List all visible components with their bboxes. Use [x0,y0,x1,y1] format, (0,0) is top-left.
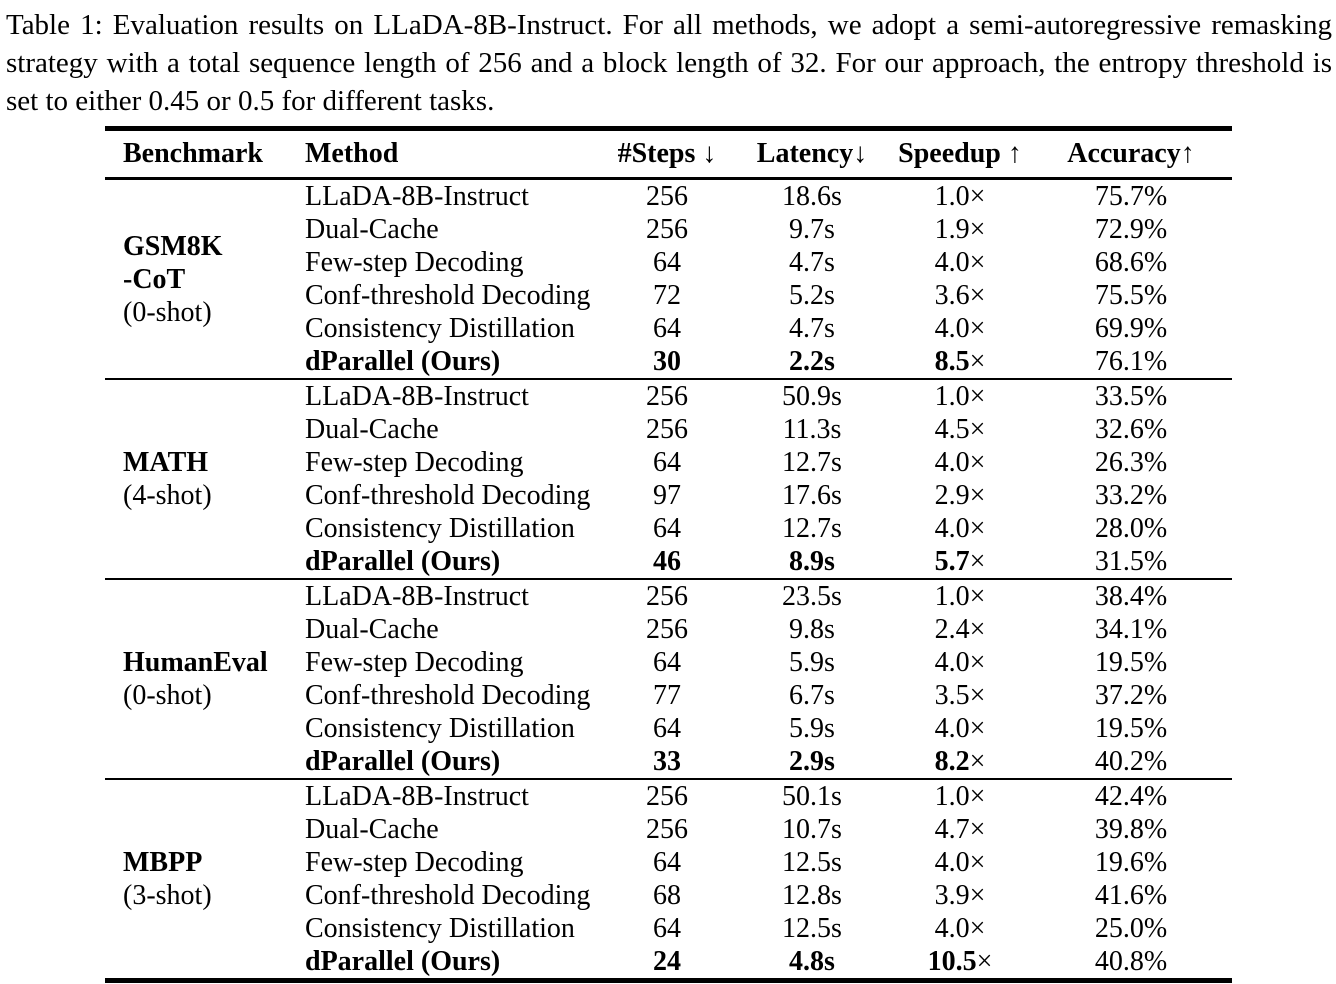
accuracy-cell: 28.0% [1094,512,1168,544]
times-symbol: × [969,912,986,944]
table-row [105,379,1232,413]
accuracy-cell: 26.3% [1094,446,1168,478]
header-method: Method [290,129,600,179]
steps-cell: 256 [646,213,688,245]
steps-cell: 72 [653,279,681,311]
benchmark-group-math [105,379,1232,579]
speedup-value: 4.0 [934,512,970,544]
steps-cell: 256 [646,580,688,612]
speedup-value: 4.7 [934,813,970,845]
times-symbol: × [969,646,986,678]
speedup-cell [890,512,1030,545]
method-cell: Dual-Cache [305,413,439,445]
speedup-value: 4.0 [934,246,970,278]
benchmark-cell [105,179,290,380]
speedup-cell [890,413,1030,446]
latency-cell: 2.9s [789,745,835,777]
method-cell: Conf-threshold Decoding [305,679,591,711]
method-cell: LLaDA-8B-Instruct [305,180,529,212]
speedup-cell [890,312,1030,345]
times-symbol: × [969,613,986,645]
method-cell: LLaDA-8B-Instruct [305,780,529,812]
latency-cell: 4.7s [789,246,835,278]
accuracy-cell: 72.9% [1094,213,1168,245]
speedup-value: 1.9 [934,213,970,245]
latency-cell: 8.9s [789,545,835,577]
speedup-cell [890,879,1030,912]
times-symbol: × [969,679,986,711]
latency-cell: 17.6s [782,479,842,511]
accuracy-cell: 33.2% [1094,479,1168,511]
latency-cell: 4.7s [789,312,835,344]
header-accuracy: Accuracy↑ [1030,129,1232,179]
latency-cell: 50.9s [782,380,842,412]
times-symbol: × [969,545,986,577]
benchmark-name: MATH [123,447,209,478]
speedup-cell [890,846,1030,879]
speedup-cell [890,345,1030,379]
times-symbol: × [969,312,986,344]
speedup-value: 1.0 [934,580,970,612]
latency-cell: 2.2s [789,345,835,377]
speedup-cell [890,646,1030,679]
method-cell: Dual-Cache [305,813,439,845]
steps-cell: 97 [653,479,681,511]
latency-cell: 9.7s [789,213,835,245]
steps-cell: 77 [653,679,681,711]
steps-cell: 30 [653,345,681,377]
steps-cell: 256 [646,380,688,412]
accuracy-cell: 75.7% [1094,180,1168,212]
speedup-value: 1.0 [934,180,970,212]
accuracy-cell: 40.2% [1094,745,1168,777]
accuracy-cell: 25.0% [1094,912,1168,944]
accuracy-cell: 40.8% [1094,945,1168,977]
times-symbol: × [969,180,986,212]
speedup-cell [890,545,1030,579]
times-symbol: × [969,213,986,245]
speedup-value: 3.6 [934,279,970,311]
steps-cell: 46 [653,545,681,577]
header-speedup: Speedup ↑ [890,129,1030,179]
steps-cell: 256 [646,180,688,212]
method-cell: LLaDA-8B-Instruct [305,380,529,412]
method-cell: Conf-threshold Decoding [305,479,591,511]
benchmark-shots: (3-shot) [123,880,212,911]
steps-cell: 64 [653,312,681,344]
times-symbol: × [969,846,986,878]
speedup-value: 3.5 [934,679,970,711]
speedup-cell [890,179,1030,214]
steps-cell: 24 [653,945,681,977]
speedup-cell [890,745,1030,779]
benchmark-name: HumanEval [123,647,268,678]
steps-cell: 68 [653,879,681,911]
times-symbol: × [969,712,986,744]
latency-cell: 12.7s [782,512,842,544]
steps-cell: 64 [653,712,681,744]
accuracy-cell: 76.1% [1094,345,1168,377]
evaluation-results-table [105,126,1232,983]
speedup-cell [890,446,1030,479]
times-symbol: × [969,780,986,812]
method-cell: dParallel (Ours) [305,545,501,577]
accuracy-cell: 75.5% [1094,279,1168,311]
latency-cell: 12.5s [782,846,842,878]
latency-cell: 9.8s [789,613,835,645]
steps-cell: 256 [646,813,688,845]
steps-cell: 33 [653,745,681,777]
method-cell: Few-step Decoding [305,246,524,278]
benchmark-group-mbpp [105,779,1232,981]
speedup-cell [890,246,1030,279]
accuracy-cell: 19.5% [1094,646,1168,678]
method-cell: LLaDA-8B-Instruct [305,580,529,612]
speedup-value: 8.5 [934,345,970,377]
times-symbol: × [969,246,986,278]
times-symbol: × [976,945,993,977]
benchmark-shots: (0-shot) [123,296,212,328]
latency-cell: 50.1s [782,780,842,812]
method-cell: Consistency Distillation [305,512,575,544]
times-symbol: × [969,279,986,311]
benchmark-cell [105,579,290,779]
speedup-value: 1.0 [934,780,970,812]
speedup-value: 3.9 [934,879,970,911]
header-latency: Latency↓ [734,129,890,179]
latency-cell: 12.5s [782,912,842,944]
steps-cell: 64 [653,246,681,278]
accuracy-cell: 33.5% [1094,380,1168,412]
benchmark-name: -CoT [123,263,186,295]
speedup-cell [890,912,1030,945]
speedup-value: 4.5 [934,413,970,445]
times-symbol: × [969,345,986,377]
table-row [105,579,1232,613]
table-row [105,179,1232,214]
steps-cell: 256 [646,780,688,812]
times-symbol: × [969,380,986,412]
speedup-cell [890,679,1030,712]
latency-cell: 5.2s [789,279,835,311]
speedup-cell [890,613,1030,646]
method-cell: Consistency Distillation [305,912,575,944]
accuracy-cell: 31.5% [1094,545,1168,577]
times-symbol: × [969,479,986,511]
times-symbol: × [969,745,986,777]
benchmark-group-gsm8k-cot [105,179,1232,380]
latency-cell: 11.3s [782,413,842,445]
steps-cell: 64 [653,912,681,944]
method-cell: dParallel (Ours) [305,745,501,777]
accuracy-cell: 42.4% [1094,780,1168,812]
speedup-cell [890,379,1030,413]
speedup-value: 2.9 [934,479,970,511]
speedup-cell [890,712,1030,745]
accuracy-cell: 39.8% [1094,813,1168,845]
speedup-value: 4.0 [934,646,970,678]
method-cell: Conf-threshold Decoding [305,279,591,311]
table-caption: Table 1: Evaluation results on LLaDA-8B-Instruct. For all methods, we adopt a semi-autoregressive remasking strategy with a total sequence length of 256 and a block length of 32. For our approach, the entropy threshold is set to either 0.45 or 0.5 for different tasks. [6,9,1332,117]
header-benchmark: Benchmark [105,129,290,179]
times-symbol: × [969,512,986,544]
steps-cell: 64 [653,646,681,678]
steps-cell: 256 [646,413,688,445]
benchmark-shots: (4-shot) [123,480,212,511]
latency-cell: 23.5s [782,580,842,612]
speedup-value: 2.4 [934,613,970,645]
speedup-value: 4.0 [934,446,970,478]
speedup-value: 10.5 [927,945,977,977]
header-steps: #Steps ↓ [600,129,734,179]
benchmark-cell [105,379,290,579]
benchmark-name: MBPP [123,847,203,878]
speedup-cell [890,279,1030,312]
method-cell: dParallel (Ours) [305,945,501,977]
accuracy-cell: 37.2% [1094,679,1168,711]
latency-cell: 10.7s [782,813,842,845]
speedup-value: 5.7 [934,545,970,577]
speedup-cell [890,945,1030,981]
method-cell: Few-step Decoding [305,846,524,878]
accuracy-cell: 19.6% [1094,846,1168,878]
method-cell: Conf-threshold Decoding [305,879,591,911]
latency-cell: 4.8s [789,945,835,977]
latency-cell: 6.7s [789,679,835,711]
latency-cell: 5.9s [789,712,835,744]
speedup-value: 4.0 [934,312,970,344]
speedup-value: 4.0 [934,712,970,744]
method-cell: Dual-Cache [305,613,439,645]
benchmark-name: GSM8K [123,230,223,262]
accuracy-cell: 68.6% [1094,246,1168,278]
method-cell: Few-step Decoding [305,446,524,478]
speedup-value: 8.2 [934,745,970,777]
times-symbol: × [969,580,986,612]
method-cell: Consistency Distillation [305,312,575,344]
accuracy-cell: 34.1% [1094,613,1168,645]
speedup-cell [890,779,1030,813]
latency-cell: 12.7s [782,446,842,478]
accuracy-cell: 41.6% [1094,879,1168,911]
speedup-cell [890,213,1030,246]
times-symbol: × [969,879,986,911]
benchmark-cell [105,779,290,981]
steps-cell: 256 [646,613,688,645]
accuracy-cell: 19.5% [1094,712,1168,744]
method-cell: Consistency Distillation [305,712,575,744]
table-header [105,129,1232,179]
times-symbol: × [969,446,986,478]
header-row [105,129,1232,179]
speedup-value: 4.0 [934,912,970,944]
steps-cell: 64 [653,512,681,544]
benchmark-shots: (0-shot) [123,680,212,711]
method-cell: dParallel (Ours) [305,345,501,377]
speedup-value: 1.0 [934,380,970,412]
accuracy-cell: 69.9% [1094,312,1168,344]
steps-cell: 64 [653,446,681,478]
method-cell: Dual-Cache [305,213,439,245]
steps-cell: 64 [653,846,681,878]
latency-cell: 5.9s [789,646,835,678]
accuracy-cell: 38.4% [1094,580,1168,612]
latency-cell: 18.6s [782,180,842,212]
times-symbol: × [969,413,986,445]
latency-cell: 12.8s [782,879,842,911]
accuracy-cell: 32.6% [1094,413,1168,445]
speedup-cell [890,813,1030,846]
benchmark-group-humaneval [105,579,1232,779]
method-cell: Few-step Decoding [305,646,524,678]
speedup-cell [890,479,1030,512]
speedup-cell [890,579,1030,613]
speedup-value: 4.0 [934,846,970,878]
table-row [105,779,1232,813]
times-symbol: × [969,813,986,845]
